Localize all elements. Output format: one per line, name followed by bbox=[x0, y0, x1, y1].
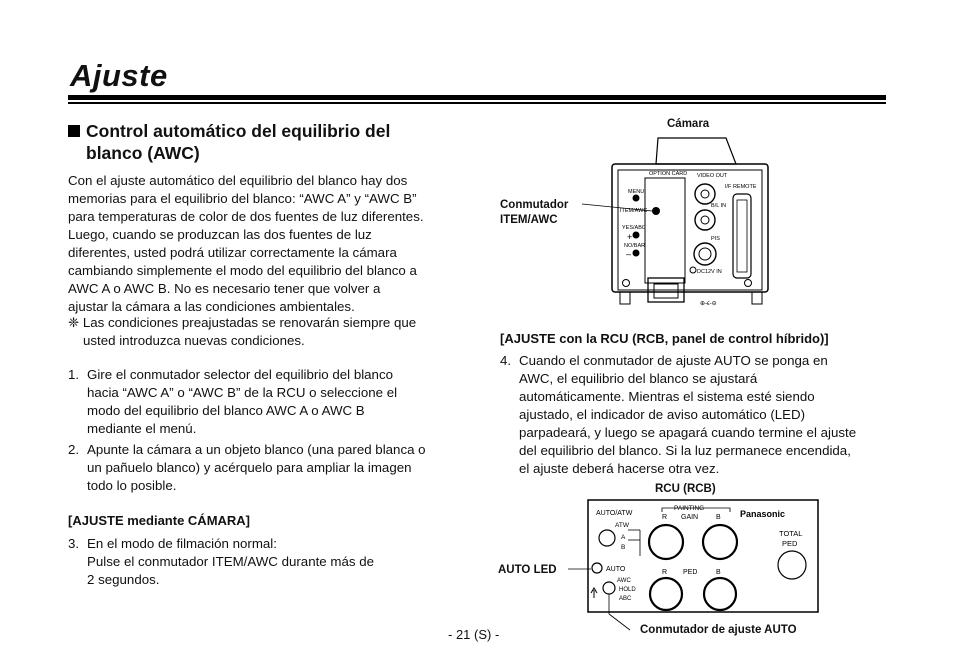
ped-b-text: B bbox=[716, 569, 721, 576]
intro-line: cambiando simplemente el modo del equilibrio del blanco a bbox=[68, 263, 417, 278]
intro-line: ajustar la cámara a las condiciones ambientales. bbox=[68, 299, 355, 314]
dc-in-connector-icon bbox=[694, 243, 716, 265]
gain-text: GAIN bbox=[681, 514, 699, 521]
intro-line: para temperaturas de color de dos fuentes de luz diferentes. bbox=[68, 209, 424, 224]
intro-line: AWC A o AWC B. No es necesario tener que volver a bbox=[68, 281, 381, 296]
step-line: hacia “AWC A” o “AWC B” de la RCU o seleccione el bbox=[87, 385, 398, 400]
total-ped-text: PED bbox=[782, 539, 798, 548]
camera-foot-right bbox=[752, 292, 762, 304]
step-number: 3. bbox=[68, 536, 80, 551]
intro-line: Luego, cuando se produzcan las dos fuentes de luz bbox=[68, 227, 372, 242]
step-line: Pulse el conmutador ITEM/AWC durante más de bbox=[87, 554, 374, 569]
no-bar-switch-icon bbox=[633, 250, 639, 256]
menu-switch-icon bbox=[633, 195, 639, 201]
pis-text: PIS bbox=[711, 236, 720, 242]
dc-in-pin-icon bbox=[699, 248, 711, 260]
ped-text: PED bbox=[683, 569, 698, 576]
rcu-figure-label: RCU (RCB) bbox=[655, 483, 716, 495]
step-line: AWC, el equilibrio del blanco se ajustará bbox=[519, 371, 758, 386]
step-line: todo lo posible. bbox=[87, 478, 177, 493]
awc-text: AWC bbox=[617, 578, 631, 584]
step-number: 2. bbox=[68, 442, 80, 457]
ped-r-text: R bbox=[662, 569, 668, 576]
step-line: ajustado, el indicador de aviso automático (LED) bbox=[519, 407, 806, 422]
atw-text: ATW bbox=[615, 522, 629, 529]
intro-line: diferentes, usted podrá utilizar correctamente la cámara bbox=[68, 245, 397, 260]
battery-slot-inner bbox=[654, 284, 678, 298]
gain-b-text: B bbox=[716, 514, 721, 521]
hold-text: HOLD bbox=[619, 587, 636, 593]
step-line: mediante el menú. bbox=[87, 421, 197, 436]
yes-abc-switch-icon bbox=[633, 232, 639, 238]
step-number: 1. bbox=[68, 367, 80, 382]
auto-switch-leader-line bbox=[609, 614, 630, 630]
section-heading-line1: Control automático del equilibrio del bbox=[86, 121, 391, 141]
bl-in-connector-icon bbox=[695, 210, 715, 230]
yes-abc-text: YES/ABC bbox=[622, 225, 646, 231]
subheading-camera: [AJUSTE mediante CÁMARA] bbox=[68, 513, 251, 528]
option-card-slot bbox=[645, 178, 685, 283]
video-out-text: VIDEO OUT bbox=[697, 173, 728, 179]
note-line: ❈ Las condiciones preajustadas se renovarán siempre que bbox=[68, 315, 417, 330]
polarity-text: ⊕-ϵ-⊖ bbox=[700, 301, 717, 307]
up-arrow-icon bbox=[591, 588, 597, 598]
step-line: del equilibrio del blanco. Si la luz permanece encendida, bbox=[519, 443, 851, 458]
step-line: Apunte la cámara a un objeto blanco (una pared blanca o bbox=[87, 442, 426, 457]
painting-text: PAINTING bbox=[674, 505, 705, 512]
awc-b-text: B bbox=[621, 544, 626, 551]
ped-b-knob-icon[interactable] bbox=[704, 578, 736, 610]
total-text: TOTAL bbox=[779, 529, 803, 538]
dc-in-text: DC12V IN bbox=[697, 269, 722, 275]
camera-foot-left bbox=[620, 292, 630, 304]
dc-led-icon bbox=[690, 267, 696, 273]
auto-led-callout: AUTO LED bbox=[498, 564, 557, 576]
screw-icon bbox=[623, 280, 630, 287]
step-line: Gire el conmutador selector del equilibrio del blanco bbox=[87, 367, 393, 382]
if-remote-pins-icon bbox=[737, 200, 747, 272]
if-remote-text: I/F REMOTE bbox=[725, 184, 757, 190]
gain-b-knob-icon[interactable] bbox=[703, 525, 737, 559]
brand-logo-text: Panasonic bbox=[740, 509, 786, 519]
callout-line: Conmutador bbox=[500, 199, 569, 211]
if-remote-connector-icon bbox=[733, 194, 751, 278]
step-line: un pañuelo blanco) y acérquelo para ampliar la imagen bbox=[87, 460, 412, 475]
awc-selector-knob-icon[interactable] bbox=[599, 530, 615, 546]
note-line: usted introduzca nuevas condiciones. bbox=[83, 333, 305, 348]
option-card-text: OPTION CARD bbox=[649, 171, 688, 177]
item-awc-switch-icon bbox=[653, 208, 660, 215]
step-line: 2 segundos. bbox=[87, 572, 160, 587]
ped-r-knob-icon[interactable] bbox=[650, 578, 682, 610]
step-line: parpadeará, y luego se apagará cuando termine el ajuste bbox=[519, 425, 857, 440]
video-out-connector-icon bbox=[695, 184, 715, 204]
abc-text: ABC bbox=[619, 596, 632, 602]
video-out-pin-icon bbox=[701, 190, 709, 198]
camera-figure-label: Cámara bbox=[667, 118, 710, 130]
menu-text: MENU bbox=[628, 189, 645, 195]
callout-line: ITEM/AWC bbox=[500, 214, 558, 226]
step-line: el ajuste deberá hacerse otra vez. bbox=[519, 461, 720, 476]
subheading-rcu: [AJUSTE con la RCU (RCB, panel de control híbrido)] bbox=[500, 331, 829, 346]
screw-icon bbox=[745, 280, 752, 287]
auto-text: AUTO bbox=[606, 566, 626, 573]
auto-atw-text: AUTO/ATW bbox=[596, 510, 633, 517]
awc-a-text: A bbox=[621, 534, 626, 541]
step-number: 4. bbox=[500, 353, 512, 368]
step-line: En el modo de filmación normal: bbox=[87, 536, 277, 551]
section-heading-line2: blanco (AWC) bbox=[86, 143, 200, 163]
step-line: Cuando el conmutador de ajuste AUTO se ponga en bbox=[519, 353, 828, 368]
page-number: - 21 (S) - bbox=[448, 627, 500, 642]
minus-text: – bbox=[626, 249, 632, 259]
intro-line: memorias para el equilibrio del blanco: “AWC A” y “AWC B” bbox=[68, 191, 417, 206]
bl-in-pin-icon bbox=[701, 216, 709, 224]
rcu-panel bbox=[568, 500, 818, 630]
item-awc-text: ITEM/AWC bbox=[620, 208, 648, 214]
camera-rear-panel bbox=[582, 138, 768, 307]
total-ped-knob-icon[interactable] bbox=[778, 551, 806, 579]
camera-top-block bbox=[656, 138, 736, 164]
step-line: modo del equilibrio del blanco AWC A o AWC B bbox=[87, 403, 365, 418]
intro-line: Con el ajuste automático del equilibrio del blanco hay dos bbox=[68, 173, 408, 188]
auto-led-icon bbox=[592, 563, 602, 573]
page-title: Ajuste bbox=[70, 58, 168, 93]
auto-switch-icon[interactable] bbox=[603, 582, 615, 594]
gain-r-text: R bbox=[662, 514, 668, 521]
gain-r-knob-icon[interactable] bbox=[649, 525, 683, 559]
step-line: automáticamente. Mientras el sistema esté siendo bbox=[519, 389, 815, 404]
bl-in-text: B/L IN bbox=[711, 203, 727, 209]
plus-text: + bbox=[627, 232, 633, 242]
auto-switch-callout: Conmutador de ajuste AUTO bbox=[640, 624, 797, 636]
no-bar-text: NO/BAR bbox=[624, 243, 646, 249]
